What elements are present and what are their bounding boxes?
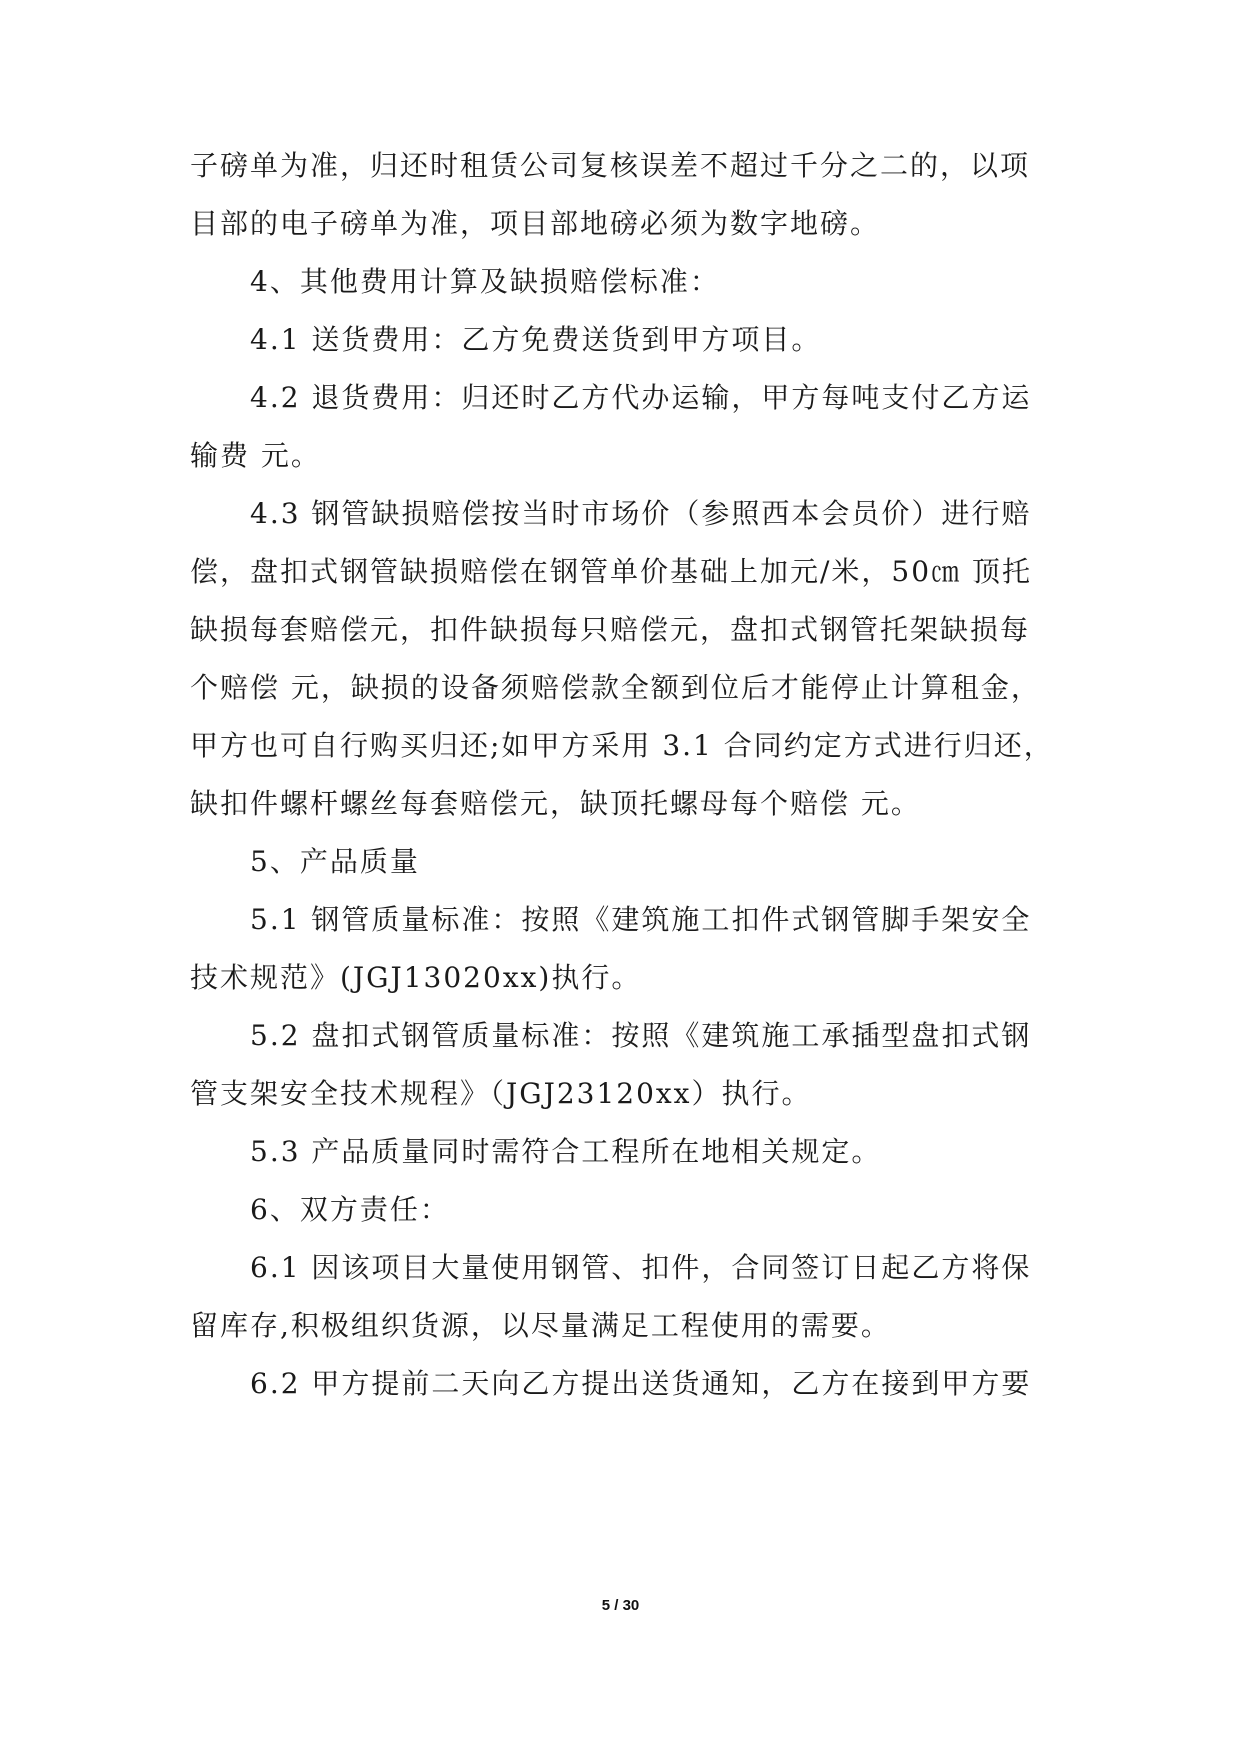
page-number: 5 / 30: [601, 1597, 640, 1614]
text-line: 4.1 送货费用：乙方免费送货到甲方项目。: [250, 323, 822, 356]
text-line: 缺损每套赔偿元，扣件缺损每只赔偿元，盘扣式钢管托架缺损每: [190, 613, 1031, 646]
text-line: 技术规范》(JGJ13020xx)执行。: [190, 961, 642, 994]
text-line: 目部的电子磅单为准，项目部地磅必须为数字地磅。: [190, 207, 881, 240]
section-heading: 4、其他费用计算及缺损赔偿标准：: [250, 265, 720, 298]
text-line: 6.2 甲方提前二天向乙方提出送货通知，乙方在接到甲方要: [250, 1367, 1032, 1400]
section-heading: 6、双方责任：: [250, 1193, 450, 1226]
text-line: 子磅单为准，归还时租赁公司复核误差不超过千分之二的，以项: [190, 149, 1031, 182]
text-line: 5.2 盘扣式钢管质量标准：按照《建筑施工承插型盘扣式钢: [250, 1019, 1032, 1052]
text-line: 输费 元。: [190, 439, 321, 472]
text-line: 管支架安全技术规程》（JGJ23120xx）执行。: [190, 1077, 812, 1110]
text-line: 5.3 产品质量同时需符合工程所在地相关规定。: [250, 1135, 882, 1168]
text-line: 4.2 退货费用：归还时乙方代办运输，甲方每吨支付乙方运: [250, 381, 1032, 414]
text-line: 5.1 钢管质量标准：按照《建筑施工扣件式钢管脚手架安全: [250, 903, 1032, 936]
text-line: 个赔偿 元，缺损的设备须赔偿款全额到位后才能停止计算租金，: [190, 671, 1041, 704]
text-line: 偿，盘扣式钢管缺损赔偿在钢管单价基础上加元/米，50㎝ 顶托: [190, 555, 1032, 588]
text-line: 甲方也可自行购买归还;如甲方采用 3.1 合同约定方式进行归还，: [190, 729, 1054, 762]
text-line: 缺扣件螺杆螺丝每套赔偿元，缺顶托螺母每个赔偿 元。: [190, 787, 921, 820]
text-line: 留库存,积极组织货源，以尽量满足工程使用的需要。: [190, 1309, 891, 1342]
text-line: 4.3 钢管缺损赔偿按当时市场价（参照西本会员价）进行赔: [250, 497, 1032, 530]
text-line: 6.1 因该项目大量使用钢管、扣件，合同签订日起乙方将保: [250, 1251, 1032, 1284]
section-heading: 5、产品质量: [250, 845, 420, 878]
